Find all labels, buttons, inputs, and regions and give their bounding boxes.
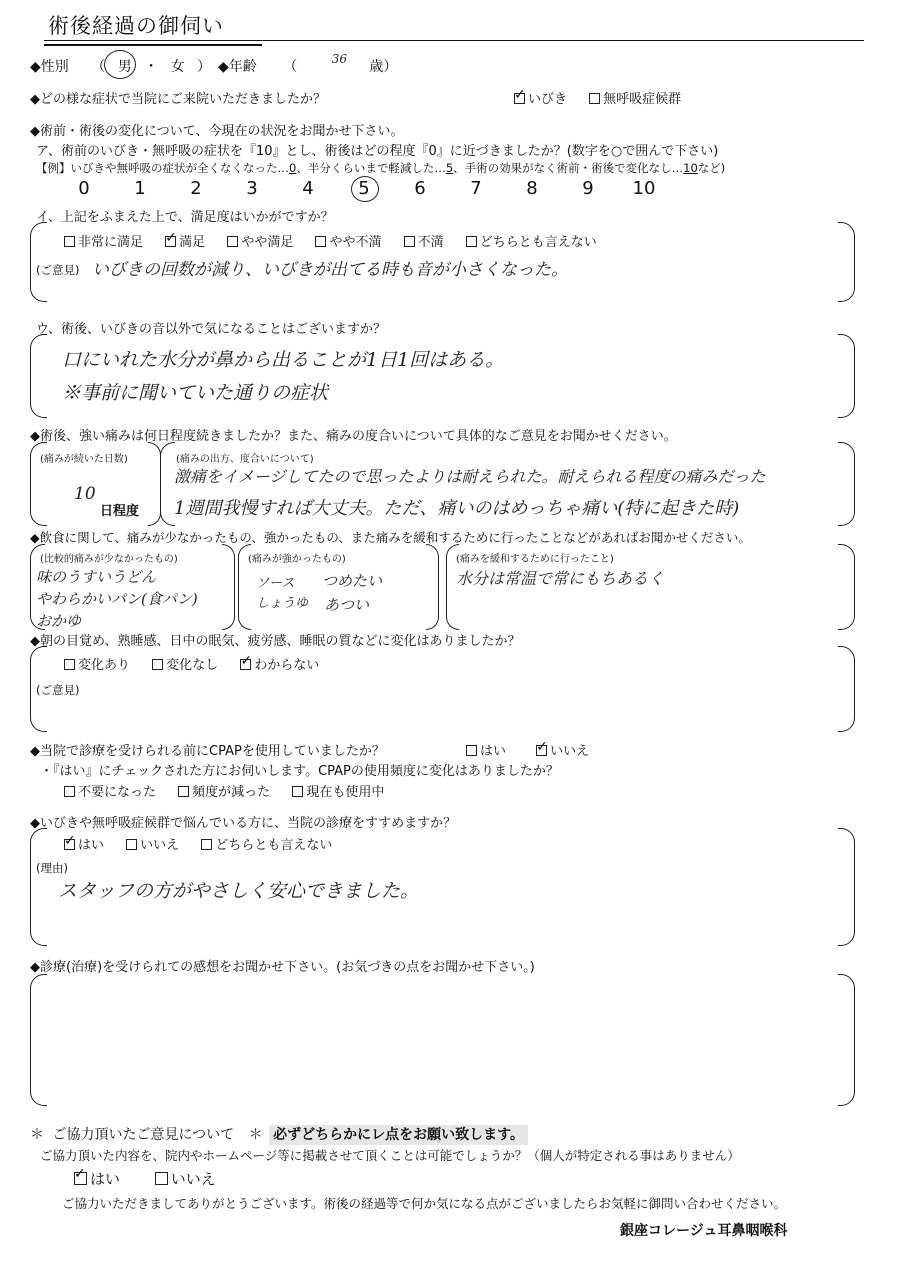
satisfaction-opinion-label: (ご意見) [36, 263, 80, 277]
footer-yes-label: はい [90, 1170, 121, 1188]
age-row [218, 52, 398, 76]
bracket-left [160, 442, 175, 526]
scale-9[interactable]: 9 [582, 178, 594, 199]
age-value[interactable]: 36 [331, 52, 347, 66]
cpap-no-checkbox[interactable] [536, 745, 547, 756]
scale-5[interactable]: 5 [358, 178, 370, 199]
example-10: 10 [683, 161, 698, 175]
gender-close: ） [197, 59, 212, 75]
pain-detail-line-2[interactable]: 1週間我慢すれば大丈夫。ただ、痛いのはめっちゃ痛い(特に起きた時) [174, 498, 740, 519]
symptom-options [514, 88, 681, 107]
bracket-right [222, 544, 235, 630]
cpap-yes-label: はい [480, 744, 507, 759]
satisfaction-options [64, 231, 597, 250]
bracket-right [838, 974, 855, 1106]
sat-dissatisfied-checkbox[interactable] [404, 236, 415, 247]
cpap-sub-opt-2: 現在も使用中 [306, 785, 385, 800]
bracket-right [838, 544, 855, 630]
footer-no-label: いいえ [170, 1170, 216, 1188]
footer-must-note: 必ずどちらかにレ点をお願い致します。 [269, 1125, 528, 1145]
food-less-label: (比較的痛みが少なかったもの) [40, 554, 178, 565]
footer-consent-title: ご協力頂いたご意見について [52, 1127, 235, 1143]
cpap-question: ◆当院で診療を受けられる前にCPAPを使用していましたか？ [30, 744, 385, 759]
pain-detail-label: (痛みの出方、度合いについて) [176, 454, 314, 465]
scale-2[interactable]: 2 [190, 178, 202, 199]
pain-days-label: (痛みが続いた日数) [40, 454, 128, 465]
gender-label: ◆性別 [30, 59, 69, 75]
rec-opt-1: いいえ [140, 838, 180, 853]
recommend-yes-checkbox[interactable] [64, 839, 75, 850]
sleep-unknown-checkbox[interactable] [240, 659, 251, 670]
scale-1[interactable]: 1 [134, 178, 146, 199]
bracket-right [838, 646, 855, 732]
sleep-opt-2: わからない [254, 658, 320, 673]
other-line-1[interactable]: 口にいれた水分が鼻から出ることが1日1回はある。 [62, 349, 505, 371]
impression-question: ◆診療(治療)を受けられての感想をお聞かせ下さい。(お気づきの点をお聞かせ下さい。) [30, 960, 535, 975]
scale-7[interactable]: 7 [470, 178, 482, 199]
cpap-reduced-checkbox[interactable] [178, 786, 189, 797]
food-strong-1[interactable]: ソース [256, 576, 295, 591]
example-suffix: など) [697, 161, 726, 175]
cpap-sub-opt-0: 不要になった [78, 785, 157, 800]
food-question: ◆飲食に関して、痛みが少なかったもの、強かったもの、また痛みを緩和するために行ったことなどがあればお聞かせください。 [30, 530, 751, 545]
footer-star-1: ＊ [30, 1127, 44, 1143]
example-mid2: 、手術の効果がなく術前・術後で変化なし… [453, 161, 684, 175]
sat-opt-2: やや満足 [241, 235, 294, 250]
satisfaction-opinion[interactable]: いびきの回数が減り、いびきが出てる時も音が小さくなった。 [92, 260, 568, 280]
scale-selection-circle [351, 176, 379, 202]
bracket-left [30, 334, 47, 418]
food-strong-3[interactable]: つめたい [322, 572, 383, 590]
gender-male[interactable]: 男 [117, 59, 132, 75]
food-strong-label: (痛みが強かったもの) [248, 554, 346, 565]
recommend-question: ◆いびきや無呼吸症候群で悩んでいる方に、当院の診療をすすめますか？ [30, 816, 457, 831]
sleep-options [64, 654, 319, 673]
cpap-sub-question: ・『はい』にチェックされた方にお伺いします。CPAPの使用頻度に変化はありましたか？ [40, 764, 559, 779]
bracket-left [30, 828, 47, 946]
cpap-no-label: いいえ [550, 744, 590, 759]
age-close: 歳） [369, 59, 398, 75]
food-relief[interactable]: 水分は常温で常にもちあるく [456, 569, 665, 588]
sleep-opt-1: 変化なし [166, 658, 219, 673]
clinic-name: 銀座コレージュ耳鼻咽喉科 [620, 1223, 788, 1239]
sat-opt-5: どちらとも言えない [479, 235, 597, 250]
pain-detail-line-1[interactable]: 激痛をイメージしてたので思ったよりは耐えられた。耐えられる程度の痛みだった [174, 467, 766, 486]
example-mid: 、半分くらいまで軽減した… [296, 161, 446, 175]
footer-consent-row [30, 1124, 528, 1144]
recommend-options [64, 834, 332, 853]
cpap-still-using-checkbox[interactable] [292, 786, 303, 797]
recommend-no-checkbox[interactable] [126, 839, 137, 850]
bracket-right [838, 222, 855, 302]
sat-opt-1: 満足 [179, 235, 206, 250]
food-relief-label: (痛みを緩和するために行ったこと) [456, 554, 614, 565]
scale-0[interactable]: 0 [78, 178, 90, 199]
gender-female[interactable]: 女 [170, 59, 185, 75]
scale-10[interactable]: 10 [632, 178, 656, 199]
recommend-reason[interactable]: スタッフの方がやさしく安心できました。 [58, 880, 420, 902]
scale-3[interactable]: 3 [246, 178, 258, 199]
recommend-neutral-checkbox[interactable] [201, 839, 212, 850]
change-sub-a: ア、術前のいびき・無呼吸の症状を『10』とし、術後はどの程度『0』に近づきましたか？(数字を○で囲んで下さい) [36, 144, 719, 159]
apnea-label: 無呼吸症候群 [603, 92, 682, 107]
sleep-opt-0: 変化あり [78, 658, 131, 673]
male-circle-mark [104, 50, 136, 79]
snoring-checkbox[interactable] [514, 93, 525, 104]
sat-somewhat-dissatisfied-checkbox[interactable] [315, 236, 326, 247]
other-question: ウ、術後、いびきの音以外で気になることはございますか？ [36, 322, 386, 337]
footer-thanks: ご協力いただきましてありがとうございます。術後の経過等で何か気になる点がございましたらお気軽に御問い合わせください。 [62, 1196, 787, 1211]
sat-satisfied-checkbox[interactable] [165, 236, 176, 247]
cpap-options [466, 740, 589, 759]
footer-options [74, 1168, 216, 1189]
footer-yes-checkbox[interactable] [74, 1172, 87, 1185]
cpap-sub-opt-1: 頻度が減った [192, 785, 271, 800]
scale-6[interactable]: 6 [414, 178, 426, 199]
cpap-sub-options [64, 781, 384, 800]
example-5: 5 [445, 161, 454, 175]
snoring-label: いびき [528, 92, 568, 107]
sat-opt-0: 非常に満足 [78, 235, 144, 250]
sleep-opinion-label: (ご意見) [36, 683, 80, 697]
sleep-unchanged-checkbox[interactable] [152, 659, 163, 670]
sat-very-satisfied-checkbox[interactable] [64, 236, 75, 247]
age-open: （ [283, 59, 298, 75]
age-label: ◆年齢 [218, 59, 257, 75]
food-strong-4[interactable]: あつい [324, 596, 370, 614]
sat-opt-4: 不満 [417, 235, 444, 250]
title-divider [44, 40, 864, 41]
footer-question: ご協力頂いた内容を、院内やホームページ等に掲載させて頂くことは可能でしょうか？（個人が特定される事はありません） [40, 1148, 740, 1163]
satisfaction-question: イ、上記をふまえた上で、満足度はいかがですか？ [36, 210, 334, 225]
pain-days-unit: 日程度 [100, 504, 140, 519]
bracket-right [838, 334, 855, 418]
apnea-checkbox[interactable] [589, 93, 600, 104]
scale-4[interactable]: 4 [302, 178, 314, 199]
pain-question: ◆術後、強い痛みは何日程度続きましたか？また、痛みの度合いについて具体的なご意見をお聞かせください。 [30, 429, 677, 444]
sat-neutral-checkbox[interactable] [466, 236, 477, 247]
bracket-right [426, 544, 439, 630]
bracket-right [838, 442, 855, 526]
bracket-right [838, 828, 855, 946]
page-title: 術後経過の御伺い [44, 10, 262, 46]
food-less-1[interactable]: 味のうすいうどん [36, 568, 157, 586]
food-less-3[interactable]: おかゆ [36, 612, 82, 630]
footer-no-checkbox[interactable] [155, 1172, 168, 1185]
other-line-2[interactable]: ※事前に聞いていた通りの症状 [62, 382, 329, 404]
sat-opt-3: やや不満 [329, 235, 382, 250]
sleep-changed-checkbox[interactable] [64, 659, 75, 670]
rec-opt-2: どちらとも言えない [215, 838, 333, 853]
pain-days-value[interactable]: 10 [74, 484, 96, 504]
rec-opt-0: はい [78, 838, 105, 853]
gender-dot: ・ [144, 59, 159, 75]
cpap-yes-checkbox[interactable] [466, 745, 477, 756]
footer-star-2: ＊ [248, 1127, 263, 1143]
food-less-2[interactable]: やわらかいパン(食パン) [36, 590, 198, 608]
change-example [36, 160, 725, 176]
scale-8[interactable]: 8 [526, 178, 538, 199]
symptom-question: ◆どの様な症状で当院にご来院いただきましたか？ [30, 92, 326, 107]
cpap-unneeded-checkbox[interactable] [64, 786, 75, 797]
bracket-left [30, 974, 47, 1106]
sat-somewhat-satisfied-checkbox[interactable] [227, 236, 238, 247]
sleep-question: ◆朝の目覚め、熟睡感、日中の眠気、疲労感、睡眠の質などに変化はありましたか？ [30, 634, 521, 649]
example-0: 0 [289, 161, 297, 175]
recommend-reason-label: (理由) [36, 861, 68, 875]
gender-open: （ [91, 59, 106, 75]
food-strong-2[interactable]: しょうゆ [256, 596, 309, 611]
change-question: ◆術前・術後の変化について、今現在の状況をお聞かせ下さい。 [30, 124, 404, 139]
example-prefix: 【例】いびきや無呼吸の症状が全くなくなった… [36, 161, 289, 175]
